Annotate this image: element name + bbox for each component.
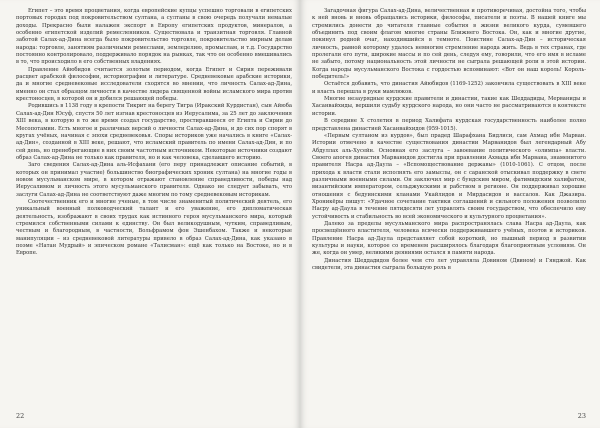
right-page-text [312,8,586,272]
left-paragraph: Египет – это время процветания, когда европейские купцы успешно торговали в египетских портовых городах под покровительством султана, а султаны в свою очередь получали немалые доходы. Прекрасно были налажен экспорт в Европу египетских продуктов, минералов, а особенно египетской изделий ремесленников. Существовала и транзитная торговля. Главной заботой Салах-ад-Дина всегда было покровительство торговле, покровительство мирным делам народа: торговле, занятиям различными ремеслами, земледелию, промыслам, и т.д. Государство постоянно контролировало, поддерживало порядок на рынках, так что он особенно вмешивались в то, что происходило в его собственных владениях. [16,8,292,66]
left-paragraph: Родившись в 1138 году в крепости Тикрит на берегу Тигра (Иракский Курдистан), сын Айюба Салах-ад-Дин Юсуф, спустя 50 лет изгнав крестоносцев из Иерусалима, за 25 лет до заключения XIII века, в которую в то же время создал государство, простиравшееся от Египта и Сирии до Месопотамии. Есть многое и различных версий о личности Салах-ад-Дина, и до сих пор спорят в кругах учёных, начиная с эпохи средневековья. Споры историков уже начались в книге «Салах-ад-Дин», созданной в XIII веке, решают, что исламский правитель по имени Салах-ад-Дин, и по сей день, но пренебрегающие в них своим частотным источником. Некоторые источники создают образ Салах-ад-Дина не только как правителя, но и как человека, сделавшего историю. [16,103,292,161]
left-paragraph: Соотечественник его и многие ученые, в том числе знаменитый политический деятель, его уникальный военный полководческий талант и его уважение, его дипломатическая деятельность, изображают в своих трудах как истинного героя мусульманского мира, который стремился собственными силами к единству. Он был великодушным, чутким, справедливым, честным и благородным, в частности, Вольфрамом фон Эшенбахом. Также и некоторые манипуляции – из средневековой литературы привело в образ Салах-ад-Дина, как указано в поэме «Натан Мудрый» и эпическом романе «Талисман»: ещё как только на Востоке, но и в Европе. [16,198,292,257]
right-paragraph: Многие незаурядные курдские правители и династии, такие как Шеддадиды, Мерваниды и Хасанвайхиды, вершили судьбу курдского народа, но они часто не рассматриваются в контексте истории. [312,96,586,117]
right-paragraph: Далеко за пределы мусульманского мира распространялась слава Насра ад-Даула, как просвещённого властителя, человека всячески поддерживавшего учёных, поэтов и историков. Правление Насра ад-Даула представляет собой короткий, но пышный период в развитии культуры и науки, которое со временем расширялось благодаря благоприятным условиям. Он же, когда он умер, великими деяниями остался в памяти народа. [312,220,586,257]
right-page [300,0,600,428]
left-paragraph: Заго сведения Салах-ад-Дина аль-Исфахани (его перу принадлежит описание событий, в которых он принимал участие) большинство биографических хроник султана) на многие годы в новом мусульманском мире, в котором отражают становление справедливости, победы над Иерусалимом и личность этого мусульманского правителя. Однако не следует забывать, что заслуги Салах-ад-Дина не соответствуют даже многим по тому средневековым историкам. [16,162,292,198]
right-paragraph: Остаётся добавить, что династия Айюбидов (1169-1252) закончила существовать в XIII веке и власть перешла в руки мамлюков. [312,81,586,95]
right-paragraph: Загадочная фигура Салах-ад-Дина, величественная и противоречивая, достойна того, чтобы к ней вновь и вновь обращались историки, философы, писатели и поэты. В нашей книге мы стремились донести до читателя главные события в жизни великого курда, сумевшего объединить под своим флагом многие страны Ближнего Востока. Он, как и многие другие, покинул родной очаг, находившийся в темноте. Поистине Салах-ад-Дин – историческая личность, равной которому удалось немногим стремление народа жить. Ведь в тех странах, где пролегали его пути, широкие массы и по сей день, следуя ему, говорили, что его имя в исламе не забыто, потому национальность этой личности не сыграла решающей роли в этой истории. Когда народы мусульманского Востока с гордостью вспоминают: «Вот он наш король! Король-победитель!» [312,8,586,81]
right-paragraph: В середине X столетия в период Халифата курдская государственность наиболее полно представлена династией Хасанвайхидов (959-1015). [312,118,586,132]
left-page-text [16,8,292,258]
right-paragraph: «Первым султаном из курдов», был прадед Шарафхана Бидлиси, сам Ахмад ибн Марван. Истории отмечено в качестве существования династии Марванидов был легендарный Абу Абдуллах аль-Хусейн. Основная его заслуга – завоевание политического «олимпа» власти. Своего апогея династия Марванидов достигла при правлении Ахмада ибн Марвана, знаменитого правителя Насра ад-Даула – «Вспомоществование державы» (1010-1061). С отцом, после прихода к власти стали исполнять его замыслы, он с саранской отыскивал поддержку в свете различными военными силами. Он заключил мир с бундским миром, фатимидским халифатом, византийским императором, сельджукскими и рабством в регионе. Он поддерживал хорошие отношения с бедуинскими кланами Укайлидов и Мирдасидов и вассалов. Как Джазира. Хроникёры пишут: «Удачное сочетание тактики соглашений и сильного положения позволило Насру ад-Даула в течение пятидесяти лет управлять своим государством, что обеспечило ему устойчивость и стабильность во всей экономического и культурного процветания». [312,132,586,220]
right-paragraph: Династия Шеддадидов более чем сто лет управляла Довином (Двином) и Гянджой. Как свидетели, эта династия сыграла большую роль в [312,257,586,272]
right-page-number: 23 [577,412,586,420]
left-page-number: 22 [16,412,25,420]
left-paragraph: Правление Айюбидов считается золотым периодом, когда Египет и Сирия переживали расцвет арабской философии, историографии и литературе. Средневековые арабские историки, да и многие средневековые исследователи сходятся во мнении, что личность Салах-ад-Дина, именно он стал образцом личности в качестве лидера священной войны исламского мира против крестоносцев, в которой он и добился решающей победы. [16,66,292,103]
